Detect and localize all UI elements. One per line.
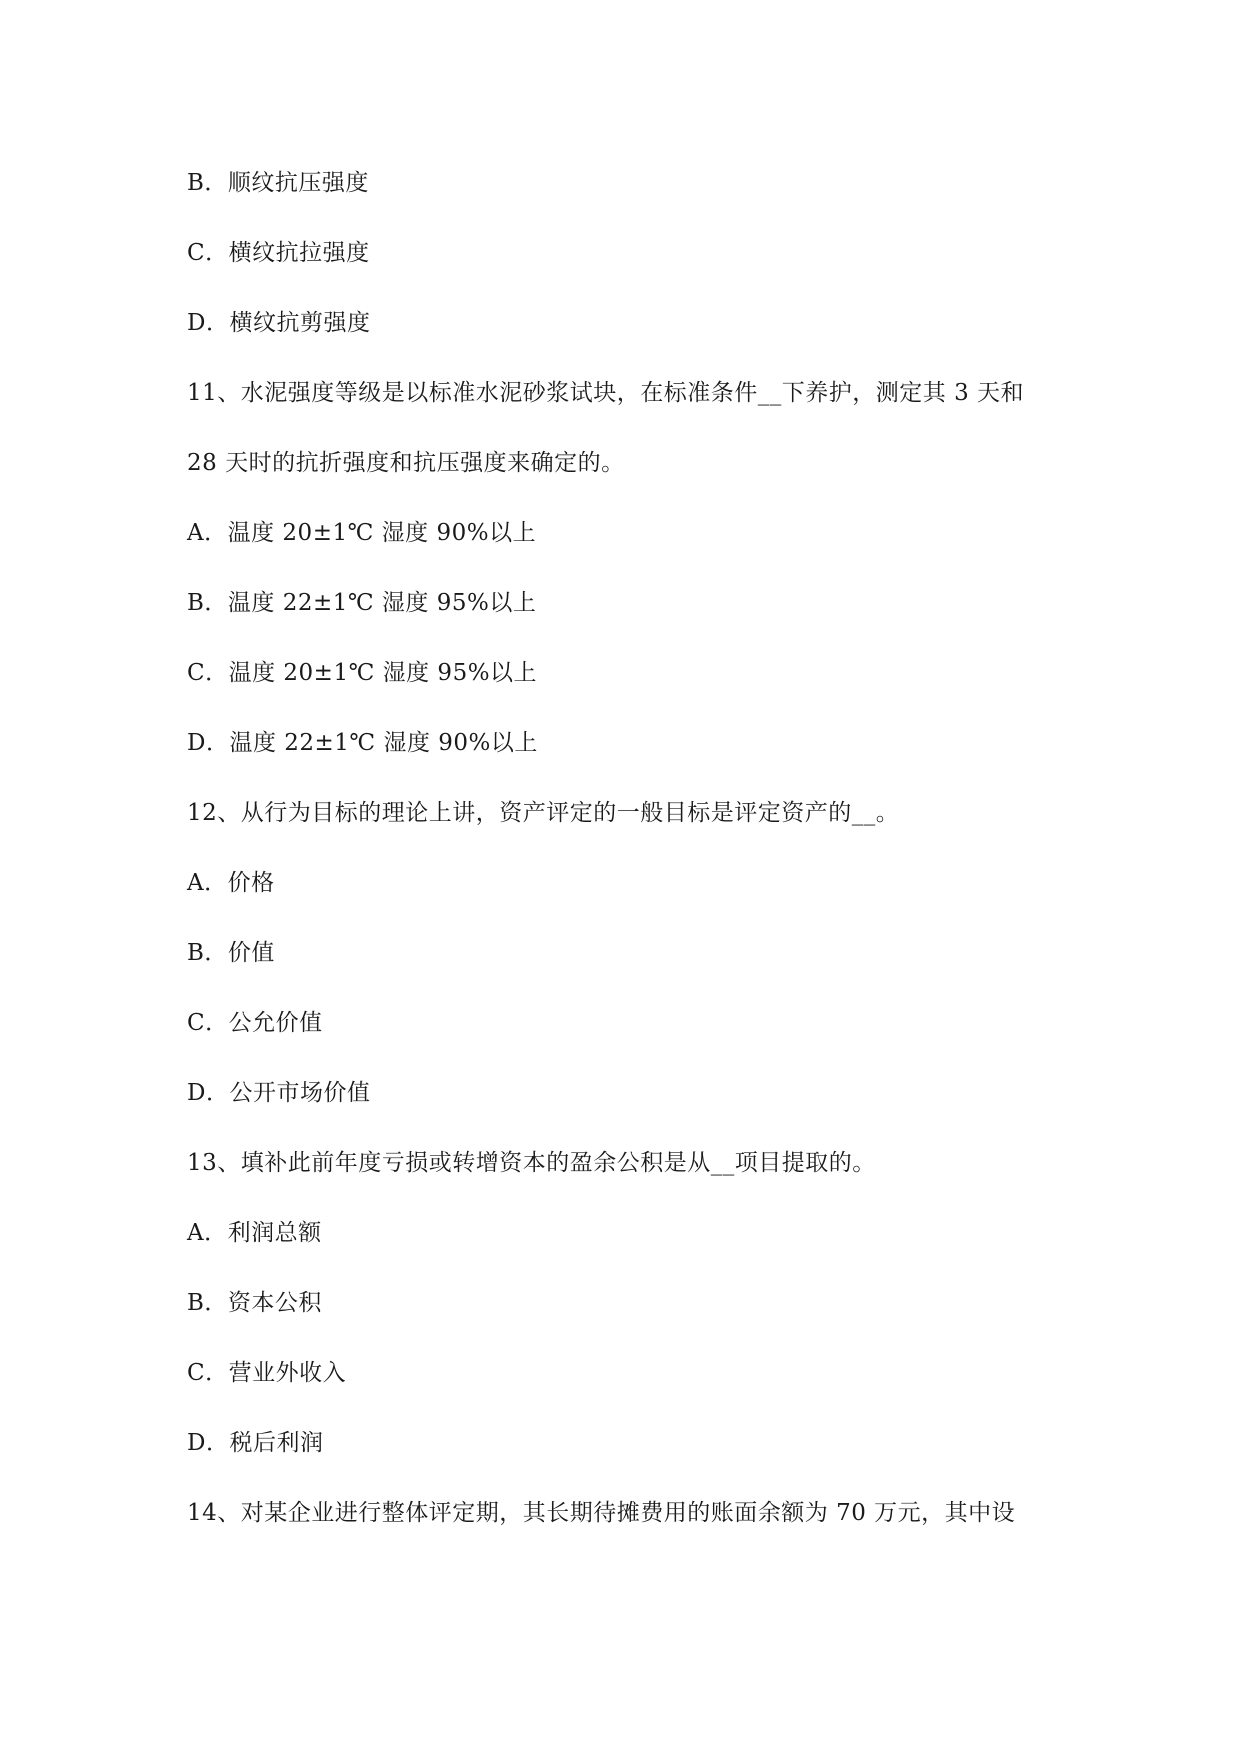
option-d-q10: D．横纹抗剪强度: [187, 310, 371, 336]
option-d-q12: D．公开市场价值: [187, 1080, 371, 1106]
option-c-q10: C．横纹抗拉强度: [187, 240, 370, 266]
question-11-line-2: 28 天时的抗折强度和抗压强度来确定的。: [187, 450, 625, 476]
question-12: 12、从行为目标的理论上讲，资产评定的一般目标是评定资产的__。: [187, 800, 900, 826]
option-b-q12: B．价值: [187, 940, 275, 966]
option-c-q11: C．温度 20±1℃ 湿度 95%以上: [187, 660, 538, 686]
option-d-q11: D．温度 22±1℃ 湿度 90%以上: [187, 730, 538, 756]
question-14-line-1: 14、对某企业进行整体评定期，其长期待摊费用的账面余额为 70 万元，其中设: [187, 1500, 1016, 1526]
option-c-q12: C．公允价值: [187, 1010, 323, 1036]
option-a-q12: A．价格: [187, 870, 275, 896]
option-d-q13: D．税后利润: [187, 1430, 324, 1456]
question-13: 13、填补此前年度亏损或转增资本的盈余公积是从__项目提取的。: [187, 1150, 876, 1176]
question-11-line-1: 11、水泥强度等级是以标准水泥砂浆试块，在标准条件__下养护，测定其 3 天和: [187, 380, 1025, 406]
option-b-q10: B．顺纹抗压强度: [187, 170, 369, 196]
option-a-q11: A．温度 20±1℃ 湿度 90%以上: [187, 520, 537, 546]
option-a-q13: A．利润总额: [187, 1220, 322, 1246]
option-b-q13: B．资本公积: [187, 1290, 322, 1316]
option-b-q11: B．温度 22±1℃ 湿度 95%以上: [187, 590, 537, 616]
option-c-q13: C．营业外收入: [187, 1360, 347, 1386]
